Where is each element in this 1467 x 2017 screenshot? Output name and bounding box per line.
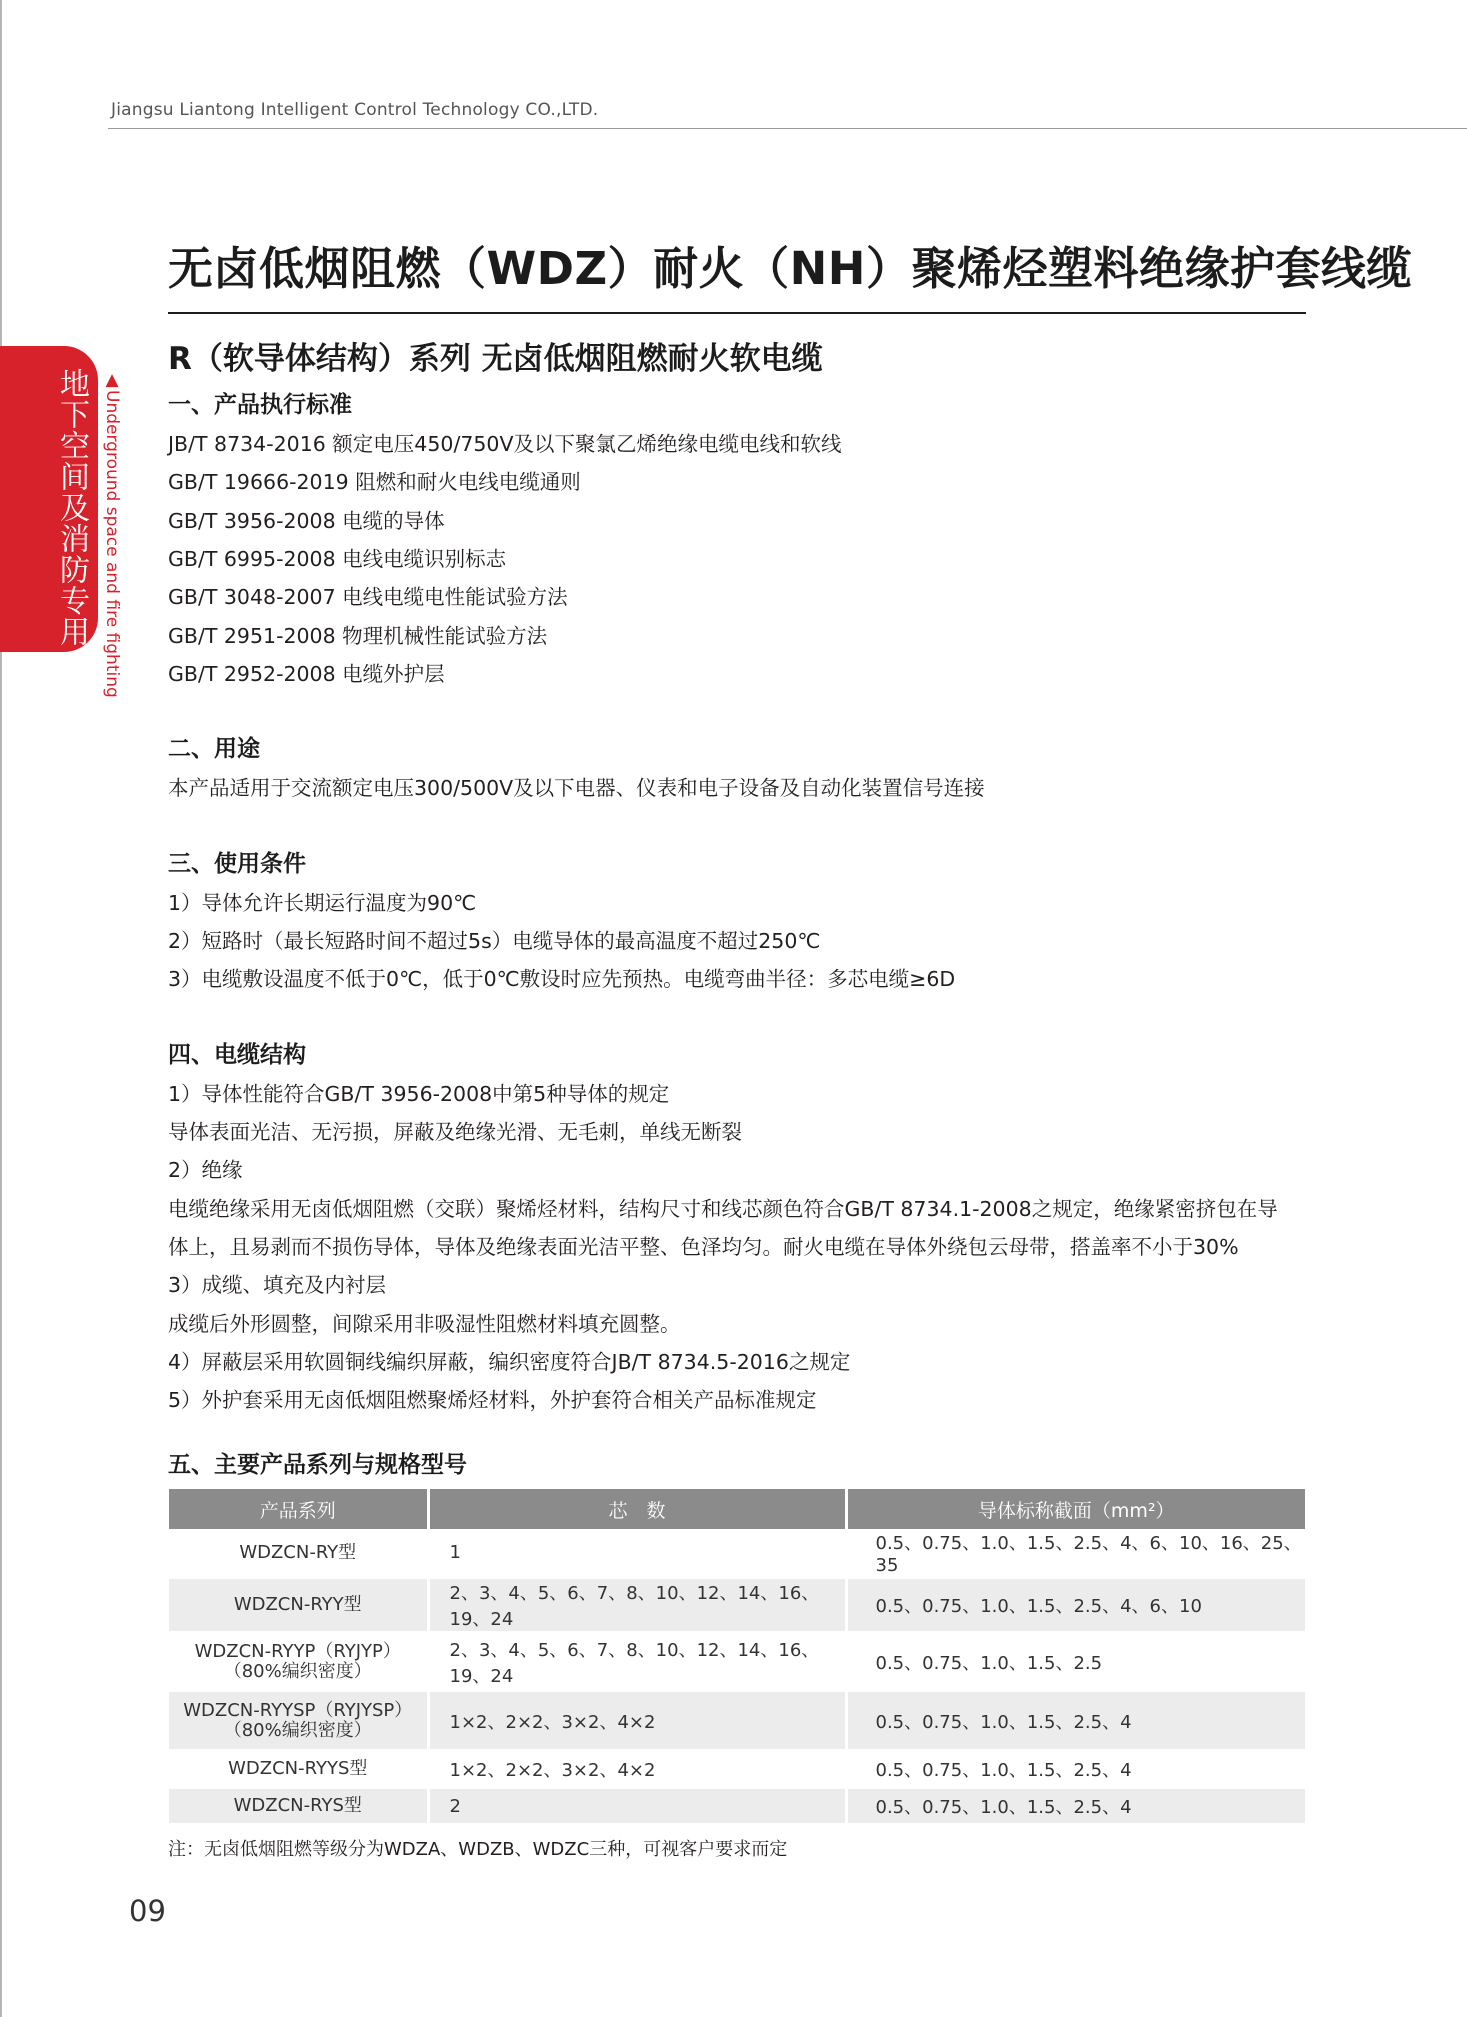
table-row <box>169 1633 1305 1691</box>
structure-line: 成缆后外形圆整，间隙采用非吸湿性阻燃材料填充圆整。 <box>168 1312 681 1336</box>
cell-cores: 1×2、2×2、3×2、4×2 <box>428 1691 846 1751</box>
standard-line: GB/T 19666-2019 阻燃和耐火电线电缆通则 <box>168 470 581 494</box>
table-row <box>169 1788 1305 1825</box>
standard-line: GB/T 2952-2008 电缆外护层 <box>168 662 445 686</box>
page-number: 09 <box>129 1894 166 1928</box>
company-name: Jiangsu Liantong Intelligent Control Technology CO.,LTD. <box>111 100 599 120</box>
structure-line: 导体表面光洁、无污损，屏蔽及绝缘光滑、无毛刺，单线无断裂 <box>168 1120 742 1144</box>
table-row <box>169 1578 1305 1633</box>
structure-line: 电缆绝缘采用无卤低烟阻燃（交联）聚烯烃材料，结构尺寸和线芯颜色符合GB/T 8734.1-2008之规定，绝缘紧密挤包在导 <box>168 1197 1278 1221</box>
cell-series: WDZCN-RYYP（RYJYP） （80%编织密度） <box>169 1633 428 1691</box>
section-heading-structure: 四、电缆结构 <box>168 1042 306 1068</box>
column-header-section: 导体标称截面（mm²） <box>846 1489 1305 1529</box>
footnote: 注：无卤低烟阻燃等级分为WDZA、WDZB、WDZC三种，可视客户要求而定 <box>168 1839 788 1860</box>
cell-series: WDZCN-RYY型 <box>169 1578 428 1633</box>
cell-section: 0.5、0.75、1.0、1.5、2.5、4、6、10、16、25、35 <box>846 1529 1305 1578</box>
column-header-series: 产品系列 <box>169 1489 428 1529</box>
table-header-row <box>169 1489 1305 1529</box>
structure-line: 2）绝缘 <box>168 1158 243 1182</box>
section-heading-usage: 二、用途 <box>168 736 260 762</box>
cell-cores: 2、3、4、5、6、7、8、10、12、14、16、19、24 <box>428 1633 846 1691</box>
cell-series: WDZCN-RYYS型 <box>169 1751 428 1788</box>
cell-series: WDZCN-RY型 <box>169 1529 428 1578</box>
column-header-cores: 芯 数 <box>428 1489 846 1529</box>
condition-line: 3）电缆敷设温度不低于0℃，低于0℃敷设时应先预热。电缆弯曲半径：多芯电缆≥6D <box>168 967 956 991</box>
condition-line: 2）短路时（最长短路时间不超过5s）电缆导体的最高温度不超过250℃ <box>168 929 821 953</box>
cell-series: WDZCN-RYS型 <box>169 1788 428 1825</box>
left-margin-rule <box>0 0 2 2017</box>
table-row <box>169 1529 1305 1578</box>
title-divider <box>168 312 1306 314</box>
structure-line: 3）成缆、填充及内衬层 <box>168 1273 387 1297</box>
cell-section: 0.5、0.75、1.0、1.5、2.5、4 <box>846 1788 1305 1825</box>
standard-line: GB/T 6995-2008 电线电缆识别标志 <box>168 547 507 571</box>
standard-line: GB/T 2951-2008 物理机械性能试验方法 <box>168 624 548 648</box>
structure-line: 5）外护套采用无卤低烟阻燃聚烯烃材料，外护套符合相关产品标准规定 <box>168 1388 817 1412</box>
structure-line: 1）导体性能符合GB/T 3956-2008中第5种导体的规定 <box>168 1082 670 1106</box>
structure-line: 体上，且易剥而不损伤导体，导体及绝缘表面光洁平整、色泽均匀。耐火电缆在导体外绕包云母带，搭盖率不小于30% <box>168 1235 1239 1259</box>
standard-line: GB/T 3048-2007 电线电缆电性能试验方法 <box>168 585 568 609</box>
cell-section: 0.5、0.75、1.0、1.5、2.5 <box>846 1633 1305 1691</box>
cell-section: 0.5、0.75、1.0、1.5、2.5、4、6、10 <box>846 1578 1305 1633</box>
section-heading-conditions: 三、使用条件 <box>168 851 306 877</box>
page-title: 无卤低烟阻燃（WDZ）耐火（NH）聚烯烃塑料绝缘护套线缆 <box>168 242 1412 295</box>
side-tab-chinese-label: 地下空间及消防专用 <box>54 368 89 647</box>
structure-line: 4）屏蔽层采用软圆铜线编织屏蔽，编织密度符合JB/T 8734.5-2016之规定 <box>168 1350 851 1374</box>
section-heading-standards: 一、产品执行标准 <box>168 392 352 418</box>
usage-line: 本产品适用于交流额定电压300/500V及以下电器、仪表和电子设备及自动化装置信号连接 <box>168 776 985 800</box>
header-divider <box>108 128 1467 129</box>
series-subtitle: R（软导体结构）系列 无卤低烟阻燃耐火软电缆 <box>168 341 823 377</box>
cell-cores: 1 <box>428 1529 846 1578</box>
standard-line: GB/T 3956-2008 电缆的导体 <box>168 509 445 533</box>
condition-line: 1）导体允许长期运行温度为90℃ <box>168 891 477 915</box>
cell-series: WDZCN-RYYSP（RYJYSP） （80%编织密度） <box>169 1691 428 1751</box>
cell-cores: 2 <box>428 1788 846 1825</box>
cell-section: 0.5、0.75、1.0、1.5、2.5、4 <box>846 1751 1305 1788</box>
standard-line: JB/T 8734-2016 额定电压450/750V及以下聚氯乙烯绝缘电缆电线和软线 <box>168 432 842 456</box>
table-row <box>169 1691 1305 1751</box>
cell-section: 0.5、0.75、1.0、1.5、2.5、4 <box>846 1691 1305 1751</box>
section-heading-specs: 五、主要产品系列与规格型号 <box>168 1452 467 1478</box>
table-row <box>169 1751 1305 1788</box>
spec-table <box>169 1489 1305 1826</box>
cell-cores: 2、3、4、5、6、7、8、10、12、14、16、19、24 <box>428 1578 846 1633</box>
side-tab-english-label: ▲Underground space and fire fighting <box>102 370 122 698</box>
cell-cores: 1×2、2×2、3×2、4×2 <box>428 1751 846 1788</box>
